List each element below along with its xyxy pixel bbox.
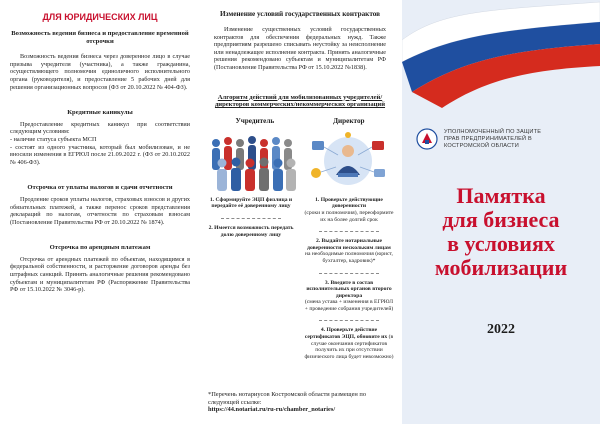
- founder-step-2: 2. Имеется возможность передать долю доверенному лицу: [208, 224, 294, 238]
- ombudsman-title: УПОЛНОМОЧЕННЫЙ ПО ЗАЩИТЕ ПРАВ ПРЕДПРИНИМАТЕЛЕЙ В КОСТРОМСКОЙ ОБЛАСТИ: [444, 128, 542, 149]
- business-continuity-title: Возможность ведения бизнеса и предоставление временной отсрочки: [11, 30, 189, 45]
- cover-panel: [402, 0, 600, 424]
- founders-crowd-illustration: [206, 129, 298, 193]
- director-illustration: [302, 129, 394, 193]
- founder-steps: [206, 197, 296, 369]
- crowd-icon: [212, 136, 296, 191]
- ombudsman-logo-icon: [416, 128, 438, 150]
- director-step-4: 4. Проверьте действие сертификатов ЭЦП, обновите их (в случае окончания сертификатов получить их при отсутствии физического лица будет невозможно): [304, 327, 394, 360]
- role-founder-label: Учредитель: [235, 116, 275, 125]
- credit-holidays-intro: Предоставление кредитных каникул при соответствии следующим условиям:: [10, 120, 190, 136]
- ombudsman-block: [416, 128, 596, 150]
- year-label: 2022: [487, 322, 515, 337]
- director-step-3: 3. Введите в состав исполнительных органов второго директора (смена устава + изменения в ЕГРЮЛ + проведение собрания учредителей): [304, 279, 394, 312]
- director-step-1: 1. Проверьте действующие доверенности (сроки и полномочия), переоформите их на более долгий срок: [304, 196, 394, 223]
- tax-deferral-text: Продление сроков уплаты налогов, страховых взносов и других обязательных платежей, а также перенос сроков представления деклараций по налогам, отчетности по страховым взносам (Постановление Правительства РФ от 20.10.2022 № 1874).: [10, 195, 190, 226]
- algorithm-title: Алгоритм действий для мобилизованных учредителей/директоров коммерческих/некоммерческих организаций: [214, 93, 386, 109]
- algorithm-panel: [200, 0, 400, 424]
- contracts-text: Изменение существенных условий государственных контрактов для обеспечения федеральных нужд. Также предприятиям разрешено списывать неустойку за неисполнение или ненадлежащее исполнение контракта. Принять аналогичные решения рекомендовано субъектам и муниципалитетам РФ (Постановление Правительства РФ от 15.10.2022 №1838).: [214, 26, 386, 71]
- role-director-label: Директор: [333, 116, 365, 125]
- director-icon: [311, 132, 385, 185]
- legal-entities-title: ДЛЯ ЮРИДИЧЕСКИХ ЛИЦ: [42, 12, 158, 22]
- footnote-text: *Перечень нотариусов Костромской области размещен по следующей ссылке:: [208, 391, 367, 406]
- credit-holidays-condition-1: - наличие статуса субъекта МСП: [10, 135, 97, 143]
- notaries-footnote: [208, 391, 398, 414]
- memo-title: Памятка для бизнеса в условиях мобилизации: [434, 183, 568, 280]
- director-step-2: 2. Выдайте нотариальные доверенности нескольким лицам на необходимые полномочия (юрист, бухгалтер, кадровик)*: [305, 238, 393, 264]
- russian-flag-ribbon: [402, 0, 600, 110]
- business-continuity-text: Возможность ведения бизнеса через доверенное лицо в случае призыва учредителя (участника), а также гражданина, осуществляющего полномочия единоличного исполнительного органа (руководителя), и предоставление 5 рабочих дней для решения организационных вопросов (ФЗ от 20.10.2022 № 404-ФЗ).: [10, 53, 190, 91]
- credit-holidays-title: Кредитные каникулы: [67, 109, 133, 117]
- founder-step-1: 1. Сформируйте ЭЦП физлица и передайте её доверенному лицу: [209, 196, 293, 210]
- notaries-link[interactable]: https://44.notariat.ru/ru-ru/chamber_notaries/: [208, 406, 336, 414]
- director-steps: [304, 197, 394, 369]
- contracts-title: Изменение условий государственных контрактов: [219, 10, 381, 18]
- credit-holidays-condition-2: - состоят из одного участника, который был мобилизован, и не вносили изменения в ЕГРЮЛ после 21.09.2022 г. (ФЗ от 20.10.2022 № 406-ФЗ).: [10, 143, 190, 166]
- legal-entities-panel: [0, 0, 198, 424]
- tax-deferral-title: Отсрочка от уплаты налогов и сдачи отчетности: [27, 184, 173, 192]
- rent-deferral-title: Отсрочка по арендным платежам: [49, 244, 151, 252]
- rent-deferral-text: Отсрочка от арендных платежей по объектам, находящимся в федеральной собственности, и расторжение договоров аренды без штрафных санкций. Принять аналогичные решения рекомендовано субъектам и муниципалитетам РФ (Распоряжение Правительства РФ от 15.10.2022 № 3046-р).: [10, 255, 190, 294]
